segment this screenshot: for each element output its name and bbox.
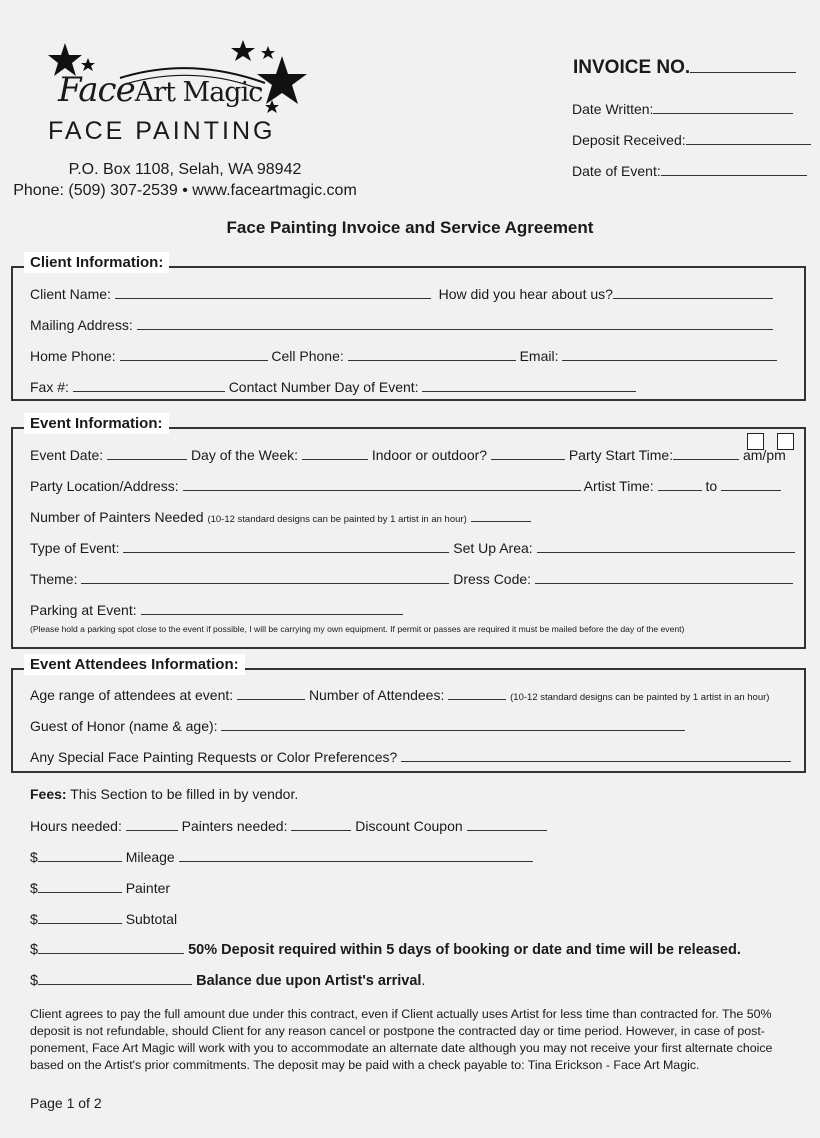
client-name-row: Client Name: How did you hear about us? <box>30 286 773 302</box>
client-name-field[interactable] <box>115 286 431 299</box>
event-date-field[interactable] <box>107 447 187 460</box>
deposit-received-label: Deposit Received: <box>572 132 811 148</box>
location-field[interactable] <box>183 478 581 491</box>
date-written-field[interactable] <box>653 101 793 114</box>
date-of-event-label: Date of Event: <box>572 163 807 179</box>
mailing-row: Mailing Address: <box>30 317 773 333</box>
attendees-legend: Event Attendees Information: <box>24 654 245 675</box>
home-phone-field[interactable] <box>120 348 268 361</box>
number-attendees-field[interactable] <box>448 687 506 700</box>
location-row: Party Location/Address: Artist Time: to <box>30 478 781 494</box>
invoice-number-field[interactable] <box>690 60 796 73</box>
artist-time-end-field[interactable] <box>721 478 781 491</box>
discount-coupon-field[interactable] <box>467 818 547 831</box>
mileage-detail-field[interactable] <box>179 849 533 862</box>
mailing-address-field[interactable] <box>137 317 773 330</box>
special-requests-field[interactable] <box>401 749 791 762</box>
parking-note: (Please hold a parking spot close to the event if possible, I will be carrying my own equipment. If permit or passes are required it must be mailed before the day of the event) <box>30 624 685 634</box>
special-row: Any Special Face Painting Requests or Color Preferences? <box>30 749 791 765</box>
painter-row: $ Painter <box>30 880 171 896</box>
hours-needed-field[interactable] <box>126 818 178 831</box>
deposit-row: $ 50% Deposit required within 5 days of booking or date and time will be released. <box>30 942 741 958</box>
parking-field[interactable] <box>141 602 403 615</box>
painter-amount-field[interactable] <box>38 880 122 893</box>
age-row: Age range of attendees at event: Number of Attendees: (10-12 standard designs can be painted by 1 artist in an hour) <box>30 687 770 703</box>
dress-code-field[interactable] <box>535 571 793 584</box>
event-date-row: Event Date: Day of the Week: Indoor or outdoor? Party Start Time: am/pm <box>30 447 786 463</box>
painters-needed-field[interactable] <box>471 509 531 522</box>
logo-wordmark: FaceArt Magic <box>58 70 263 110</box>
fax-row: Fax #: Contact Number Day of Event: <box>30 379 636 395</box>
phone-row: Home Phone: Cell Phone: Email: <box>30 348 777 364</box>
deposit-amount-field[interactable] <box>38 941 184 954</box>
date-of-event-field[interactable] <box>661 163 807 176</box>
artist-time-start-field[interactable] <box>658 478 702 491</box>
fee-painters-needed-field[interactable] <box>291 818 351 831</box>
age-range-field[interactable] <box>237 687 305 700</box>
contact-number-field[interactable] <box>422 379 636 392</box>
logo-subtitle: FACE PAINTING <box>48 117 276 145</box>
phone-website: Phone: (509) 307-2539 • www.faceartmagic.com <box>13 182 357 199</box>
address: P.O. Box 1108, Selah, WA 98942 <box>68 161 302 178</box>
setup-area-field[interactable] <box>537 540 795 553</box>
email-field[interactable] <box>562 348 777 361</box>
theme-row: Theme: Dress Code: <box>30 571 793 587</box>
cell-phone-field[interactable] <box>348 348 516 361</box>
event-type-field[interactable] <box>123 540 449 553</box>
deposit-received-field[interactable] <box>686 132 811 145</box>
start-time-field[interactable] <box>673 447 739 460</box>
mileage-row: $ Mileage <box>30 849 533 865</box>
subtotal-amount-field[interactable] <box>38 911 122 924</box>
indoor-outdoor-field[interactable] <box>491 447 565 460</box>
painters-row: Number of Painters Needed (10-12 standard designs can be painted by 1 artist in an hour) <box>30 509 531 525</box>
date-written-label: Date Written: <box>572 101 793 117</box>
theme-field[interactable] <box>81 571 449 584</box>
page-title: Face Painting Invoice and Service Agreement <box>226 218 594 237</box>
client-info-legend: Client Information: <box>24 252 169 273</box>
fax-field[interactable] <box>73 379 225 392</box>
subtotal-row: $ Subtotal <box>30 911 178 927</box>
hours-row: Hours needed: Painters needed: Discount Coupon <box>30 818 547 834</box>
guest-of-honor-field[interactable] <box>221 718 685 731</box>
guest-row: Guest of Honor (name & age): <box>30 718 685 734</box>
balance-amount-field[interactable] <box>38 972 192 985</box>
type-row: Type of Event: Set Up Area: <box>30 540 795 556</box>
page-number: Page 1 of 2 <box>30 1095 102 1111</box>
day-of-week-field[interactable] <box>302 447 368 460</box>
invoice-number-label: INVOICE NO. <box>573 57 796 79</box>
fees-header: Fees: This Section to be filled in by vendor. <box>30 786 299 802</box>
how-hear-field[interactable] <box>613 286 773 299</box>
event-info-legend: Event Information: <box>24 413 169 434</box>
agreement-text: Client agrees to pay the full amount due under this contract, even if Client actually uses Artist for less time than contracted for. The 50% deposit is not refundable, should Client for any reason cancel or postpone the contracted day or time period. However, in case of post-ponement, Face Art Magic will work with you to accommodate an alternate date although you may not receive your first alternate choice based on the Artist's prior commitments. The deposit may be paid with a check payable to: Tina Erickson - Face Art Magic. <box>30 1007 773 1072</box>
parking-row: Parking at Event: <box>30 602 403 618</box>
am-pm-label: am/pm <box>742 447 786 463</box>
mileage-amount-field[interactable] <box>38 849 122 862</box>
balance-row: $ Balance due upon Artist's arrival. <box>30 973 426 989</box>
